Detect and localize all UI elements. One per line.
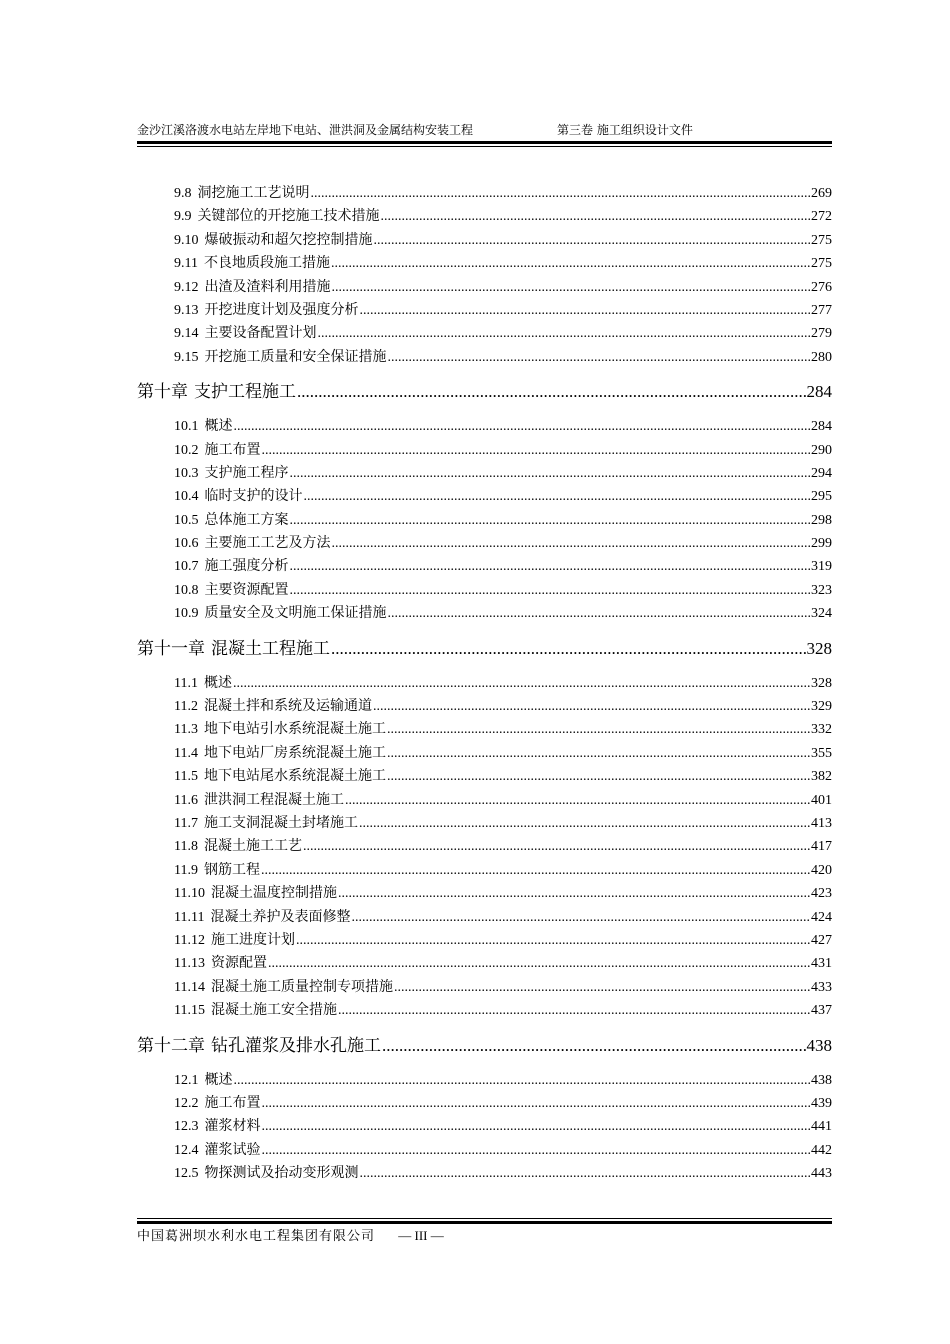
toc-entry-number: 11.2 [174, 699, 198, 715]
toc-entry-page: 328 [806, 638, 832, 658]
toc-section-entry[interactable] [137, 182, 832, 205]
toc-section-entry[interactable] [137, 695, 832, 718]
toc-section-entry[interactable] [137, 952, 832, 975]
toc-entry-page: 329 [811, 699, 832, 715]
toc-entry-title: 混凝土工程施工 [211, 638, 330, 659]
toc-chapter-entry[interactable] [137, 1023, 832, 1069]
toc-dot-leader [290, 579, 811, 602]
footer-rule-thick [137, 1221, 832, 1224]
toc-entry-page: 323 [811, 582, 832, 598]
toc-entry-number: 12.4 [174, 1142, 199, 1158]
toc-entry-number: 11.10 [174, 886, 205, 902]
toc-dot-leader [382, 1023, 806, 1069]
toc-entry-page: 332 [811, 722, 832, 738]
toc-entry-page: 401 [811, 792, 832, 808]
toc-entry-title: 混凝土温度控制措施 [210, 885, 337, 902]
toc-entry-number: 10.7 [174, 559, 199, 575]
header-rule-thin [137, 146, 832, 147]
toc-entry-number: 第十二章 [137, 1035, 205, 1055]
toc-dot-leader [234, 415, 811, 438]
toc-entry-page: 276 [811, 279, 832, 295]
toc-section-entry[interactable] [137, 276, 832, 299]
toc-entry-title: 资源配置 [210, 955, 267, 972]
toc-entry-page: 441 [811, 1119, 832, 1135]
toc-section-entry[interactable] [137, 462, 832, 485]
toc-entry-page: 284 [806, 382, 832, 402]
toc-entry-title: 爆破振动和超欠挖控制措施 [204, 231, 373, 248]
toc-entry-title: 施工强度分析 [204, 558, 289, 575]
toc-entry-title: 灌浆试验 [204, 1141, 261, 1158]
toc-entry-page: 413 [811, 815, 832, 831]
toc-entry-number: 10.6 [174, 536, 199, 552]
toc-dot-leader [234, 1069, 811, 1092]
toc-dot-leader [338, 999, 810, 1022]
toc-dot-leader [290, 509, 811, 532]
toc-section-entry[interactable] [137, 579, 832, 602]
toc-entry-title: 主要资源配置 [204, 581, 289, 598]
toc-entry-page: 417 [811, 839, 832, 855]
toc-dot-leader [331, 252, 810, 275]
toc-section-entry[interactable] [137, 1139, 832, 1162]
toc-dot-leader [332, 276, 811, 299]
toc-entry-page: 299 [811, 536, 832, 552]
footer-page-number: — III — [398, 1228, 444, 1243]
toc-entry-title: 钢筋工程 [203, 861, 260, 878]
toc-dot-leader [388, 602, 811, 625]
toc-entry-number: 11.15 [174, 1003, 205, 1019]
toc-entry-title: 施工布置 [204, 441, 261, 458]
toc-dot-leader [318, 322, 811, 345]
toc-section-entry[interactable] [137, 299, 832, 322]
table-of-contents [137, 182, 832, 1185]
toc-entry-title: 不良地质段施工措施 [203, 255, 330, 272]
toc-entry-page: 443 [811, 1166, 832, 1182]
toc-dot-leader [297, 369, 806, 415]
toc-section-entry[interactable] [137, 906, 832, 929]
toc-entry-page: 439 [811, 1095, 832, 1111]
toc-entry-number: 9.13 [174, 302, 199, 318]
toc-entry-number: 10.9 [174, 606, 199, 622]
toc-entry-number: 第十一章 [137, 638, 205, 658]
toc-entry-page: 298 [811, 512, 832, 528]
toc-section-entry[interactable] [137, 555, 832, 578]
toc-section-entry[interactable] [137, 485, 832, 508]
toc-section-entry[interactable] [137, 835, 832, 858]
toc-section-entry[interactable] [137, 929, 832, 952]
toc-entry-number: 9.14 [174, 326, 199, 342]
toc-dot-leader [373, 695, 810, 718]
toc-entry-number: 11.6 [174, 792, 198, 808]
toc-entry-page: 437 [811, 1003, 832, 1019]
toc-dot-leader [387, 742, 810, 765]
toc-section-entry[interactable] [137, 718, 832, 741]
toc-dot-leader [331, 626, 806, 672]
toc-entry-number: 11.7 [174, 815, 198, 831]
toc-entry-title: 施工支洞混凝土封堵施工 [203, 814, 358, 831]
toc-section-entry[interactable] [137, 509, 832, 532]
toc-entry-page: 420 [811, 862, 832, 878]
page-header [137, 120, 832, 140]
toc-section-entry[interactable] [137, 1069, 832, 1092]
toc-entry-page: 355 [811, 745, 832, 761]
toc-entry-title: 开挖施工质量和安全保证措施 [204, 348, 387, 365]
toc-entry-page: 328 [811, 675, 832, 691]
toc-entry-page: 433 [811, 979, 832, 995]
toc-section-entry[interactable] [137, 812, 832, 835]
toc-entry-page: 279 [811, 326, 832, 342]
toc-entry-title: 概述 [204, 1071, 233, 1088]
toc-entry-page: 319 [811, 559, 832, 575]
toc-entry-title: 总体施工方案 [204, 511, 289, 528]
toc-dot-leader [262, 439, 811, 462]
toc-section-entry[interactable] [137, 205, 832, 228]
toc-dot-leader [338, 882, 810, 905]
footer-rule-thin [137, 1218, 832, 1219]
toc-entry-number: 11.12 [174, 932, 205, 948]
toc-entry-number: 12.1 [174, 1072, 199, 1088]
toc-section-entry[interactable] [137, 1092, 832, 1115]
toc-entry-number: 9.10 [174, 232, 199, 248]
toc-entry-number: 9.9 [174, 209, 192, 225]
toc-entry-title: 混凝土施工质量控制专项措施 [210, 978, 393, 995]
toc-dot-leader [311, 182, 811, 205]
toc-entry-number: 12.5 [174, 1166, 199, 1182]
toc-entry-number: 10.4 [174, 489, 199, 505]
toc-entry-title: 概述 [203, 674, 232, 691]
toc-dot-leader [304, 485, 811, 508]
toc-entry-title: 支护施工程序 [204, 464, 289, 481]
toc-section-entry[interactable] [137, 672, 832, 695]
toc-entry-title: 混凝土施工安全措施 [210, 1002, 337, 1019]
toc-section-entry[interactable] [137, 415, 832, 438]
toc-entry-page: 324 [811, 606, 832, 622]
toc-dot-leader [381, 205, 811, 228]
toc-entry-page: 442 [811, 1142, 832, 1158]
toc-entry-title: 开挖进度计划及强度分析 [204, 301, 359, 318]
toc-dot-leader [262, 1115, 811, 1138]
toc-entry-title: 施工布置 [204, 1094, 261, 1111]
toc-section-entry[interactable] [137, 976, 832, 999]
toc-entry-page: 275 [811, 256, 832, 272]
toc-dot-leader [359, 812, 810, 835]
toc-dot-leader [290, 462, 811, 485]
toc-entry-number: 9.11 [174, 256, 198, 272]
toc-dot-leader [394, 976, 810, 999]
toc-section-entry[interactable] [137, 532, 832, 555]
toc-entry-page: 424 [811, 909, 832, 925]
toc-entry-page: 423 [811, 886, 832, 902]
toc-entry-page: 295 [811, 489, 832, 505]
toc-entry-title: 混凝土养护及表面修整 [210, 908, 351, 925]
toc-dot-leader [290, 555, 811, 578]
header-rule-thick [137, 141, 832, 144]
toc-entry-number: 11.13 [174, 956, 205, 972]
toc-entry-number: 9.8 [174, 186, 192, 201]
toc-entry-number: 11.9 [174, 862, 198, 878]
toc-section-entry[interactable] [137, 1115, 832, 1138]
toc-entry-title: 泄洪洞工程混凝土施工 [203, 791, 344, 808]
toc-entry-title: 支护工程施工 [194, 382, 296, 403]
toc-dot-leader [360, 1162, 811, 1185]
toc-dot-leader [261, 859, 810, 882]
toc-entry-page: 438 [811, 1072, 832, 1088]
toc-entry-number: 12.3 [174, 1119, 199, 1135]
toc-entry-title: 主要设备配置计划 [204, 325, 317, 342]
toc-entry-title: 地下电站尾水系统混凝土施工 [203, 768, 386, 785]
toc-entry-page: 275 [811, 232, 832, 248]
toc-dot-leader [351, 906, 810, 929]
toc-section-entry[interactable] [137, 1162, 832, 1185]
toc-entry-number: 10.3 [174, 465, 199, 481]
toc-entry-page: 438 [806, 1035, 832, 1055]
toc-entry-number: 11.5 [174, 769, 198, 785]
toc-entry-number: 第十章 [137, 382, 188, 402]
toc-dot-leader [345, 789, 810, 812]
toc-section-entry[interactable] [137, 252, 832, 275]
toc-dot-leader [262, 1092, 811, 1115]
toc-entry-page: 280 [811, 349, 832, 365]
toc-dot-leader [233, 672, 810, 695]
toc-section-entry[interactable] [137, 346, 832, 369]
toc-entry-page: 427 [811, 932, 832, 948]
toc-entry-number: 9.15 [174, 349, 199, 365]
toc-entry-number: 11.3 [174, 722, 198, 738]
toc-entry-page: 277 [811, 302, 832, 318]
toc-dot-leader [262, 1139, 811, 1162]
toc-section-entry[interactable] [137, 999, 832, 1022]
toc-entry-number: 12.2 [174, 1095, 199, 1111]
toc-entry-page: 431 [811, 956, 832, 972]
toc-entry-title: 地下电站厂房系统混凝土施工 [203, 744, 386, 761]
page-footer [137, 1226, 832, 1246]
toc-entry-page: 272 [811, 209, 832, 225]
toc-entry-title: 物探测试及抬动变形观测 [204, 1165, 359, 1182]
toc-entry-title: 临时支护的设计 [204, 488, 303, 505]
toc-section-entry[interactable] [137, 229, 832, 252]
toc-entry-number: 11.11 [174, 909, 205, 925]
toc-entry-number: 10.8 [174, 582, 199, 598]
toc-entry-title: 关键部位的开挖施工技术措施 [197, 208, 380, 225]
toc-entry-number: 11.14 [174, 979, 205, 995]
toc-entry-number: 10.2 [174, 442, 199, 458]
toc-dot-leader [387, 718, 810, 741]
toc-section-entry[interactable] [137, 789, 832, 812]
toc-entry-page: 382 [811, 769, 832, 785]
toc-entry-title: 质量安全及文明施工保证措施 [204, 605, 387, 622]
toc-section-entry[interactable] [137, 602, 832, 625]
toc-section-entry[interactable] [137, 859, 832, 882]
toc-dot-leader [332, 532, 811, 555]
toc-entry-title: 灌浆材料 [204, 1118, 261, 1135]
toc-entry-number: 10.1 [174, 419, 199, 435]
toc-section-entry[interactable] [137, 742, 832, 765]
toc-entry-title: 地下电站引水系统混凝土施工 [203, 721, 386, 738]
toc-entry-page: 290 [811, 442, 832, 458]
toc-dot-leader [360, 299, 811, 322]
toc-entry-number: 11.4 [174, 745, 198, 761]
toc-chapter-entry[interactable] [137, 369, 832, 415]
toc-entry-title: 概述 [204, 418, 233, 435]
toc-entry-page: 294 [811, 465, 832, 481]
toc-entry-title: 混凝土拌和系统及运输通道 [203, 698, 372, 715]
toc-section-entry[interactable] [137, 882, 832, 905]
toc-entry-title: 混凝土施工工艺 [203, 838, 302, 855]
toc-entry-title: 主要施工工艺及方法 [204, 535, 331, 552]
toc-chapter-entry[interactable] [137, 626, 832, 672]
toc-entry-title: 洞挖施工工艺说明 [197, 185, 310, 201]
toc-dot-leader [303, 835, 810, 858]
toc-entry-page: 284 [811, 419, 832, 435]
toc-entry-number: 10.5 [174, 512, 199, 528]
toc-entry-title: 出渣及渣料利用措施 [204, 278, 331, 295]
toc-entry-number: 9.12 [174, 279, 199, 295]
toc-section-entry[interactable] [137, 322, 832, 345]
toc-dot-leader [387, 765, 810, 788]
toc-dot-leader [296, 929, 810, 952]
toc-dot-leader [388, 346, 811, 369]
toc-entry-title: 钻孔灌浆及排水孔施工 [211, 1035, 381, 1056]
toc-dot-leader [374, 229, 811, 252]
toc-entry-title: 施工进度计划 [210, 931, 295, 948]
toc-entry-number: 11.1 [174, 675, 198, 691]
toc-entry-page: 269 [811, 186, 832, 201]
footer-company: 中国葛洲坝水利水电工程集团有限公司 [137, 1229, 376, 1244]
toc-section-entry[interactable] [137, 765, 832, 788]
toc-entry-number: 11.8 [174, 839, 198, 855]
header-volume-title: 第三卷 施工组织设计文件 [557, 123, 693, 137]
toc-section-entry[interactable] [137, 439, 832, 462]
toc-dot-leader [268, 952, 810, 975]
header-project-title: 金沙江溪洛渡水电站左岸地下电站、泄洪洞及金属结构安装工程 [137, 123, 474, 137]
